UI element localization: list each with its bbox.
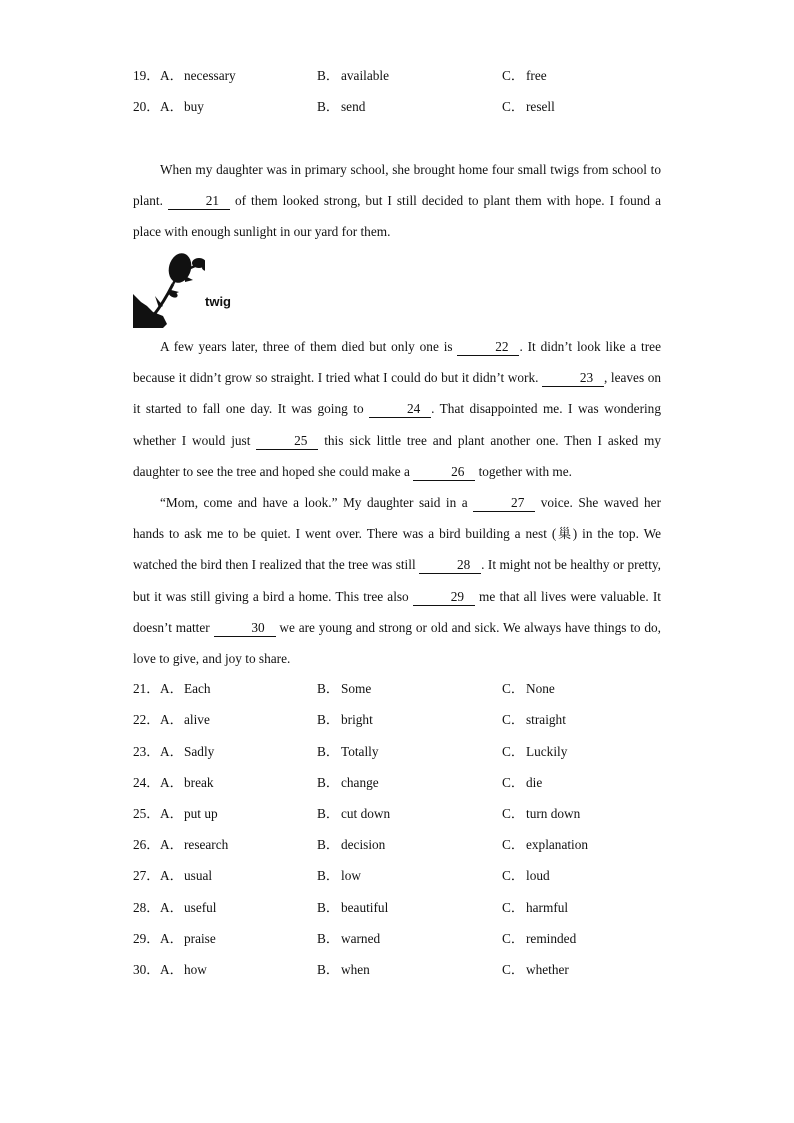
option-b: B． available	[317, 68, 389, 83]
question-23	[133, 742, 661, 762]
option-a: A．praise	[160, 931, 216, 946]
question-number: 30．	[133, 962, 160, 977]
passage-paragraph-2: A few years later, three of them died but only one is 22 . It didn’t look like a tree because it didn’t grow so straight. I tried what I could do but it didn’t work. 23 , leaves on it started to fall one day. It was going to 24 . That disappointed me. I was wondering whether I would just 25 this sick little tree and plant another one. Then I asked my daughter to see the tree and hoped she could make a 26 together with me.	[133, 339, 661, 479]
blank-27: 27	[473, 495, 535, 512]
option-c: C． turn down	[502, 806, 581, 821]
question-21	[133, 679, 661, 699]
question-28	[133, 898, 661, 918]
blank-28: 28	[419, 557, 481, 574]
question-27	[133, 866, 661, 886]
blank-22: 22	[457, 339, 519, 356]
option-c: C． whether	[502, 962, 569, 977]
blank-23: 23	[542, 370, 604, 387]
option-c: C． harmful	[502, 900, 569, 915]
option-a: A．Sadly	[160, 744, 215, 759]
option-a: A．put up	[160, 806, 218, 821]
question-number: 23．	[133, 744, 160, 759]
question-number: 25．	[133, 806, 160, 821]
question-24	[133, 773, 661, 793]
option-c: C． die	[502, 775, 543, 790]
question-number: 26．	[133, 837, 160, 852]
question-25	[133, 804, 661, 824]
option-c: C． Luckily	[502, 744, 568, 759]
question-number: 28．	[133, 900, 160, 915]
option-c: C． None	[502, 681, 555, 696]
option-b: B． decision	[317, 837, 386, 852]
option-b: B． Some	[317, 681, 372, 696]
option-c: C． loud	[502, 868, 550, 883]
option-b: B． beautiful	[317, 900, 389, 915]
option-b: B． cut down	[317, 806, 391, 821]
blank-25: 25	[256, 433, 318, 450]
blank-30: 30	[214, 620, 276, 637]
blank-29: 29	[413, 589, 475, 606]
twig-icon	[133, 250, 205, 330]
question-number: 19．	[133, 68, 160, 83]
option-a: A．Each	[160, 681, 211, 696]
option-a: A．how	[160, 962, 207, 977]
question-number: 22．	[133, 712, 160, 727]
option-b: B． when	[317, 962, 370, 977]
option-c: C． explanation	[502, 837, 589, 852]
option-b: B． change	[317, 775, 379, 790]
twig-label: twig	[205, 294, 231, 309]
option-c: C． free	[502, 68, 547, 83]
option-a: A．research	[160, 837, 229, 852]
option-b: B． send	[317, 99, 366, 114]
question-22	[133, 710, 661, 730]
option-c: C． resell	[502, 99, 555, 114]
passage-paragraph-3: “Mom, come and have a look.” My daughter said in a 27 voice. She waved her hands to ask me to be quiet. I went over. There was a bird building a nest (巢) in the top. We watched the bird then I realized that the tree was still 28 . It might not be healthy or pretty, but it was still giving a bird a home. This tree also 29 me that all lives were valuable. It doesn’t matter 30 we are young and strong or old and sick. We always have things to do, love to give, and joy to share.	[133, 495, 662, 667]
question-number: 24．	[133, 775, 160, 790]
option-a: A．usual	[160, 868, 213, 883]
question-number: 27．	[133, 868, 160, 883]
option-a: A．break	[160, 775, 214, 790]
option-a: A．buy	[160, 99, 204, 114]
blank-24: 24	[369, 401, 431, 418]
question-19	[133, 66, 661, 86]
option-b: B． low	[317, 868, 361, 883]
blank-21: 21	[168, 193, 230, 210]
question-20	[133, 97, 661, 117]
passage-paragraph-1: When my daughter was in primary school, she brought home four small twigs from school to plant. 21 of them looked strong, but I still decided to plant them with hope. I found a place with enough sunlight in our yard for them.	[133, 162, 661, 240]
option-c: C． reminded	[502, 931, 577, 946]
twig-illustration	[133, 250, 243, 330]
question-number: 29．	[133, 931, 160, 946]
question-number: 20．	[133, 99, 160, 114]
question-29	[133, 929, 661, 949]
question-30	[133, 960, 661, 980]
option-b: B． Totally	[317, 744, 379, 759]
option-a: A．alive	[160, 712, 210, 727]
option-a: A．necessary	[160, 68, 236, 83]
option-b: B． warned	[317, 931, 381, 946]
question-number: 21．	[133, 681, 160, 696]
option-a: A．useful	[160, 900, 217, 915]
blank-26: 26	[413, 464, 475, 481]
option-b: B． bright	[317, 712, 373, 727]
question-26	[133, 835, 661, 855]
option-c: C． straight	[502, 712, 566, 727]
